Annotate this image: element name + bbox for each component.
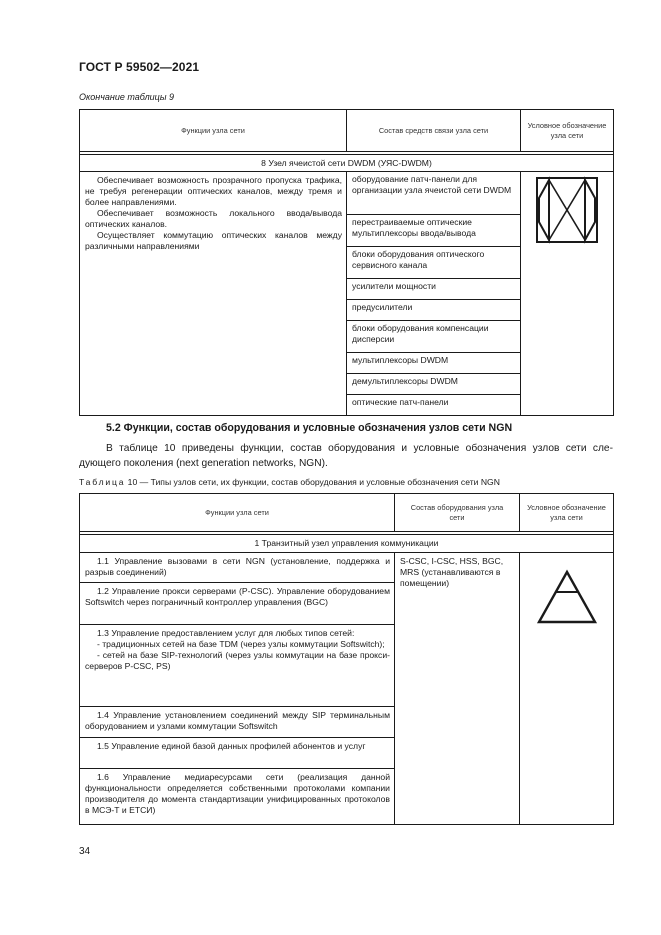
table9-equipment-item: усилители мощности	[347, 279, 520, 300]
table9-header-symbol: Условное обозначение узла сети	[521, 110, 614, 152]
table9	[79, 109, 614, 416]
table10-header-functions: Функции узла сети	[80, 494, 395, 532]
table9-equipment-cell	[347, 172, 521, 416]
table9-function-1: Обеспечивает возможность прозрачного пропуска трафика, не требуя регенерации оптических каналов, между тремя и более направлениями.	[85, 175, 342, 207]
section-5-2-paragraph	[79, 441, 613, 471]
table9-function-3: Осуществляет коммутацию оптических каналов между различными направлениями	[85, 230, 342, 251]
paragraph-line-2: дующего поколения (next generation networks, NGN).	[79, 458, 328, 469]
table10-header-equipment: Состав оборудования узла сети	[395, 494, 520, 532]
table9-equipment-item: оборудование патч-панели для организации узла ячеистой сети DWDM	[347, 172, 520, 215]
table9-header-equipment: Состав средств связи узла сети	[347, 110, 521, 152]
table9-caption: Окончание таблицы 9	[79, 92, 174, 102]
table10-function-text: 1.6 Управление медиаресурсами сети (реализация данной функциональности определяется собственными протоколами компании производителя до момента стандартизации унифицированных протоколов в МСЭ-Т и ЕТСИ)	[85, 772, 390, 815]
table10-function-subitem: - традиционных сетей на базе TDM (через узлы коммутации Softswitch);	[97, 639, 385, 649]
table10	[79, 493, 614, 825]
table10-function-row	[80, 707, 395, 738]
table9-equipment-item: демультиплексоры DWDM	[347, 374, 520, 395]
table10-function-row	[80, 769, 395, 825]
table10-header-symbol: Условное обозначение узла сети	[520, 494, 614, 532]
table10-equipment-cell: S-CSC, I-CSC, HSS, BGC, MRS (устанавливаются в помещении)	[395, 553, 520, 825]
table10-function-text: 1.1 Управление вызовами в сети NGN (установление, поддержка и разрыв соединений)	[85, 556, 390, 577]
dwdm-mesh-node-symbol-icon	[521, 172, 613, 248]
section-5-2-heading: 5.2 Функции, состав оборудования и условные обозначения узлов сети NGN	[106, 422, 513, 434]
table10-caption-prefix: Таблица	[79, 477, 126, 487]
table10-symbol-cell	[520, 553, 614, 825]
transit-control-node-symbol-icon	[520, 553, 613, 633]
table10-function-text: 1.5 Управление единой базой данных профилей абонентов и услуг	[97, 741, 366, 751]
table10-function-row	[80, 625, 395, 707]
page-number: 34	[79, 846, 91, 857]
table9-symbol-cell	[521, 172, 614, 416]
table10-function-row	[80, 738, 395, 769]
table10-section-title: 1 Транзитный узел управления коммуникации	[80, 535, 614, 553]
table10-function-row	[80, 553, 395, 583]
standard-designation: ГОСТ Р 59502—2021	[79, 60, 200, 74]
table9-equipment-item: блоки оборудования оптического сервисного канала	[347, 247, 520, 279]
table9-equipment-item: блоки оборудования компенсации дисперсии	[347, 321, 520, 353]
paragraph-line-1: В таблице 10 приведены функции, состав оборудования и условные обозначения узлов сети сле-	[106, 443, 613, 454]
table10-function-text: 1.2 Управление прокси серверами (P-CSC). Управление оборудованием Softswitch через пограничный контроллер управления (BGC)	[85, 586, 390, 607]
table10-function-text: 1.3 Управление предоставлением услуг для любых типов сетей:	[97, 628, 355, 638]
table9-equipment-item: предусилители	[347, 300, 520, 321]
table10-caption-text: 10 — Типы узлов сети, их функции, состав оборудования и условные обозначения сети NGN	[125, 477, 500, 487]
table10-function-subitem: - сетей на базе SIP-технологий (через узлы коммутации на базе прокси-серверов P-CSC, PS)	[85, 650, 390, 671]
table10-caption	[79, 477, 500, 487]
table9-functions-cell	[80, 172, 347, 416]
table9-equipment-list	[347, 172, 520, 415]
table10-function-row	[80, 583, 395, 625]
table9-section-title: 8 Узел ячеистой сети DWDM (УЯС-DWDM)	[80, 155, 614, 172]
table9-header-functions: Функции узла сети	[80, 110, 347, 152]
table9-equipment-item: перестраиваемые оптические мультиплексоры ввода/вывода	[347, 215, 520, 247]
table9-equipment-item: мультиплексоры DWDM	[347, 353, 520, 374]
table9-function-2: Обеспечивает возможность локального ввода/вывода оптических каналов.	[85, 208, 342, 229]
table9-equipment-item: оптические патч-панели	[352, 397, 449, 407]
table10-function-text: 1.4 Управление установлением соединений между SIP терминальным оборудованием и узлами коммутации Softswitch	[85, 710, 390, 731]
